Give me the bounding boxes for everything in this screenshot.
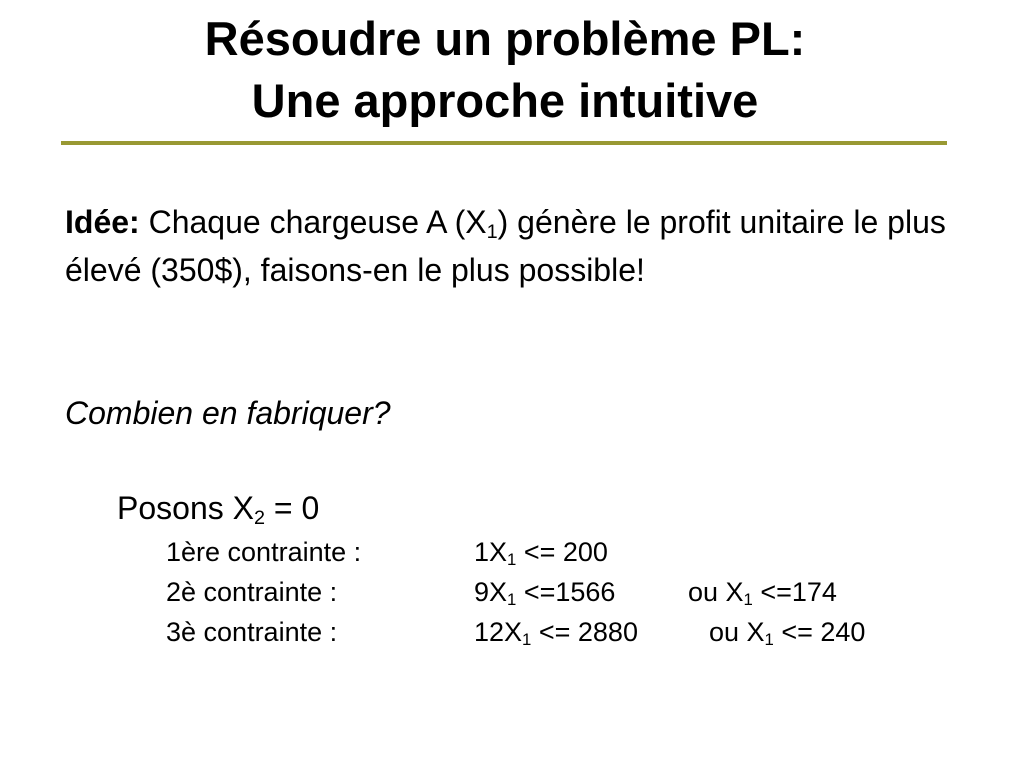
constraint-label: 3è contrainte : <box>166 617 338 647</box>
idea-paragraph <box>65 198 965 294</box>
title-line-2: Une approche intuitive <box>251 74 759 127</box>
posons-subscript: 2 <box>253 506 265 529</box>
constraint-rhs: <= 2880 <box>531 617 638 647</box>
constraint-label: 1ère contrainte : <box>166 537 362 567</box>
constraint-equation <box>474 612 638 652</box>
alt-subscript: 1 <box>764 630 774 650</box>
constraint-coef: 12X <box>474 617 523 647</box>
constraint-coef: 1X <box>474 537 508 567</box>
constraint-subscript: 1 <box>522 630 532 650</box>
alt-rhs: <=174 <box>752 577 837 607</box>
constraint-equation <box>474 572 615 612</box>
alt-rhs: <= 240 <box>773 617 866 647</box>
constraint-rhs: <=1566 <box>516 577 616 607</box>
constraint-subscript: 1 <box>507 550 517 570</box>
title-line-1: Résoudre un problème PL: <box>204 12 806 65</box>
constraint-alternative <box>688 572 837 612</box>
constraint-row-3 <box>0 612 1024 652</box>
constraint-coef: 9X <box>474 577 508 607</box>
constraint-subscript: 1 <box>507 590 517 610</box>
title-underline <box>61 141 947 145</box>
constraint-rhs: <= 200 <box>516 537 608 567</box>
constraint-equation <box>474 532 608 572</box>
idea-text-a: Chaque chargeuse A (X <box>139 204 487 240</box>
constraint-alternative <box>709 612 865 652</box>
constraint-row-1 <box>0 532 1024 572</box>
constraint-row-2 <box>0 572 1024 612</box>
idea-text-b: ) génère le profit unitaire le plus élevé (350$), faisons-en le plus possible! <box>65 204 946 288</box>
question-text: Combien en fabriquer? <box>65 395 391 431</box>
alt-prefix: ou X <box>688 577 744 607</box>
posons-line <box>117 486 319 530</box>
posons-text: Posons X <box>117 490 254 526</box>
slide-title <box>0 8 1010 132</box>
constraint-label: 2è contrainte : <box>166 577 338 607</box>
idea-subscript: 1 <box>486 220 498 243</box>
alt-subscript: 1 <box>743 590 753 610</box>
alt-prefix: ou X <box>709 617 765 647</box>
posons-tail: = 0 <box>265 490 320 526</box>
idea-label: Idée: <box>65 204 140 240</box>
